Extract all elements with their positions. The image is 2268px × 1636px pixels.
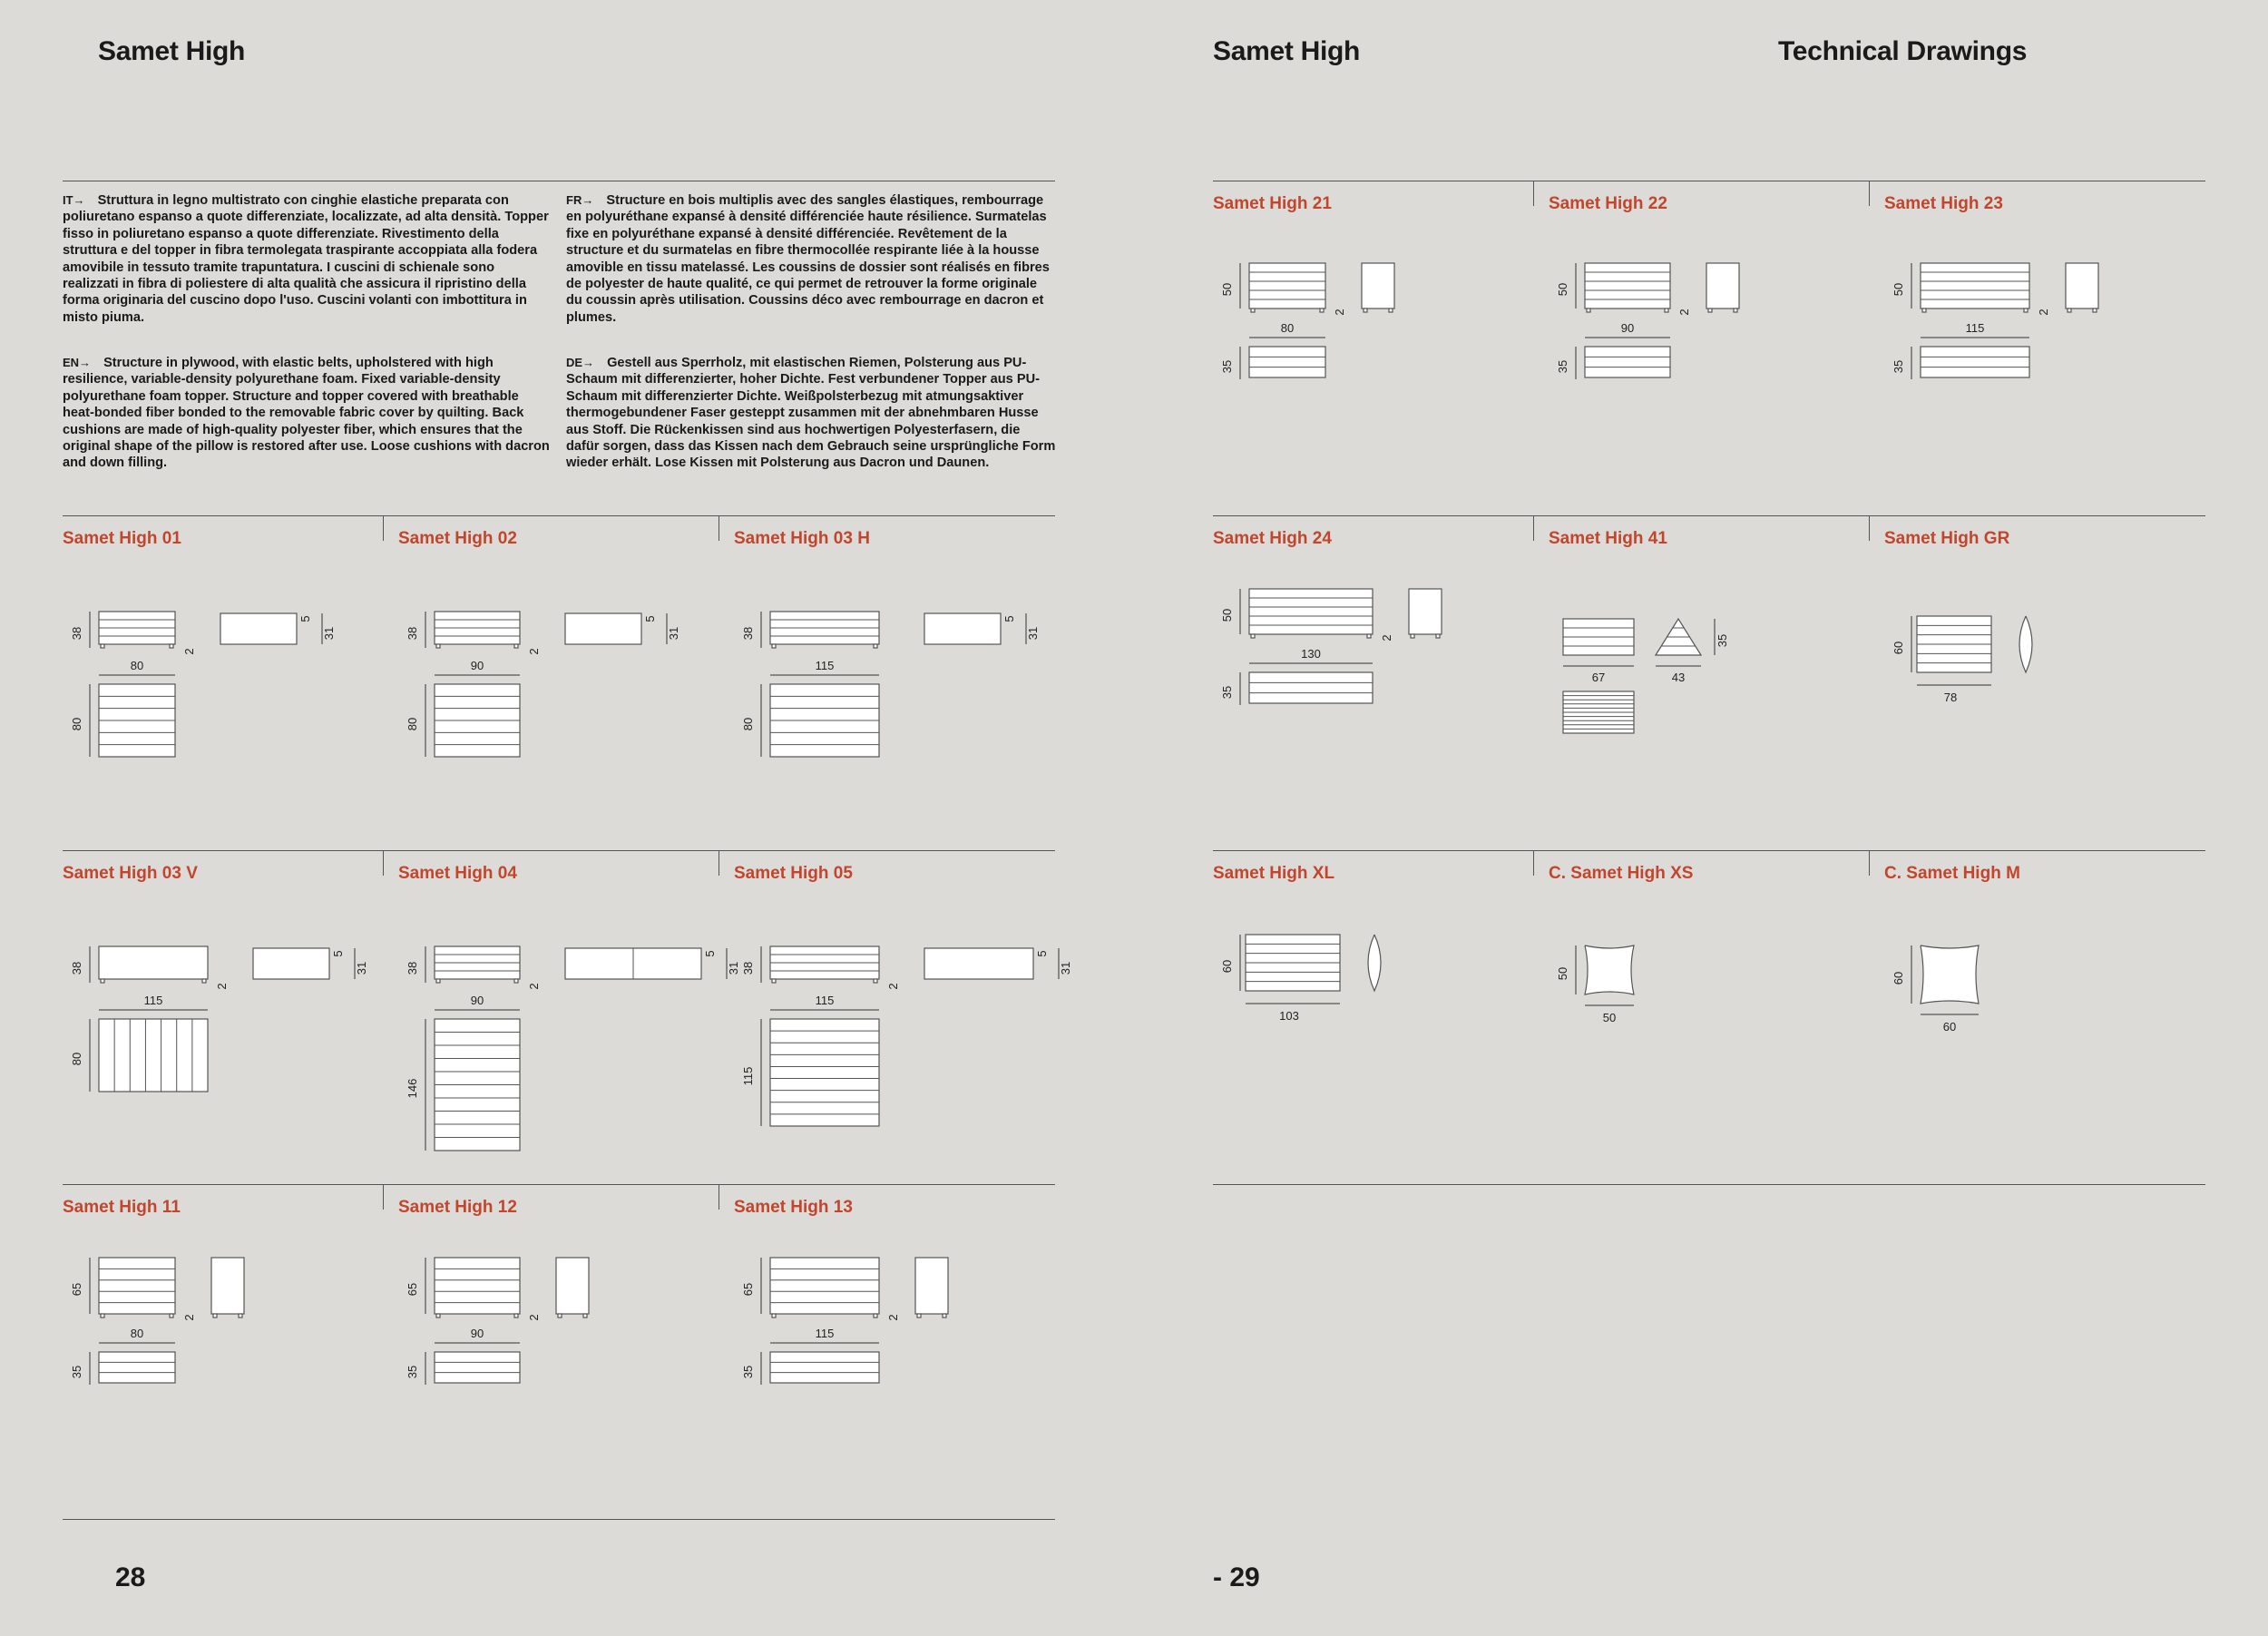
- dimension-label: 5: [1002, 615, 1016, 622]
- side-view: [556, 1258, 589, 1314]
- desc-text-it: Struttura in legno multistrato con cinghie elastiche preparata con poliuretano espanso a quote differenziate, localizzate, ad alta densità. Topper fisso in poliuretano espanso a quote differenziate. Rivestimento della struttura e del topper in fibra termolegata traspirante accoppiata alla fodera amovibile in tessuto tramite trapuntatura. I cuscini di schienale sono realizzati in fibra di poliestere di alta qualità che assicura il ripristino della forma originaria del cuscino dopo l'uso. Cuscini volanti con imbottitura in misto piuma.: [63, 193, 549, 325]
- dimension-label: 65: [406, 1282, 419, 1297]
- module-outline: [99, 1019, 208, 1092]
- product-name: Samet High 03 H: [734, 529, 870, 548]
- side-view: [2066, 263, 2098, 309]
- product-cell: [1213, 851, 1549, 1185]
- dimension-label: 103: [1279, 1009, 1299, 1023]
- dimension-label: 115: [815, 659, 835, 672]
- product-name: Samet High 22: [1549, 194, 1667, 213]
- divider: [1213, 1184, 2205, 1185]
- dimension-label: 35: [1556, 359, 1569, 374]
- right-page-title: Samet High: [1213, 36, 1361, 66]
- product-cell: [1549, 516, 1884, 850]
- product-name: Samet High 11: [63, 1198, 181, 1217]
- product-name: Samet High 24: [1213, 529, 1332, 548]
- foot: [2093, 309, 2097, 312]
- dimension-label: 80: [70, 1052, 83, 1066]
- foot: [2068, 309, 2071, 312]
- product-cell: [398, 516, 734, 850]
- dimension-label: 60: [1942, 1020, 1957, 1034]
- foot: [1251, 309, 1255, 312]
- lang-tag-en: EN→: [63, 356, 92, 369]
- module-outline: [1585, 263, 1670, 309]
- module-outline: [1249, 263, 1325, 309]
- product-drawing: [1549, 516, 1884, 850]
- module-outline: [99, 946, 208, 979]
- dimension-label: 60: [1892, 641, 1905, 655]
- product-cell: [734, 516, 1070, 850]
- foot: [514, 644, 518, 648]
- foot: [436, 1314, 440, 1318]
- back-cushion: [924, 948, 1033, 979]
- foot: [239, 1314, 242, 1318]
- dimension-label: 146: [406, 1078, 419, 1099]
- dimension-label: 2: [1677, 309, 1691, 316]
- product-cell: [1213, 516, 1549, 850]
- foot: [917, 1314, 921, 1318]
- foot: [436, 979, 440, 983]
- dimension-label: 90: [1620, 321, 1635, 335]
- dimension-label: 60: [1892, 971, 1905, 985]
- product-drawing: [1884, 181, 2220, 515]
- cushion-outline: [1921, 945, 1979, 1004]
- foot: [514, 1314, 518, 1318]
- product-cell: [1884, 851, 2220, 1185]
- product-drawing: [398, 851, 740, 1185]
- foot: [202, 979, 206, 983]
- product-cell: [63, 1185, 398, 1519]
- foot: [1734, 309, 1737, 312]
- product-drawing: [398, 1185, 734, 1519]
- dimension-label: 38: [406, 626, 419, 641]
- dimension-label: 38: [741, 626, 755, 641]
- description-de: [566, 355, 1056, 472]
- foot: [170, 1314, 173, 1318]
- dimension-label: 2: [886, 1314, 900, 1321]
- foot: [101, 979, 104, 983]
- foot: [772, 644, 776, 648]
- dimension-label: 90: [470, 994, 484, 1007]
- dimension-label: 50: [1220, 282, 1234, 297]
- dimension-label: 80: [1280, 321, 1295, 335]
- foot: [874, 1314, 877, 1318]
- module-outline: [435, 1352, 520, 1383]
- module-outline: [770, 1019, 879, 1126]
- dimension-label: 35: [70, 1365, 83, 1379]
- module-outline: [435, 1258, 520, 1314]
- dimension-label: 90: [470, 1327, 484, 1340]
- dimension-label: 115: [741, 1066, 755, 1086]
- dimension-label: 115: [143, 994, 163, 1007]
- module-outline: [1921, 347, 2029, 377]
- product-name: Samet High XL: [1213, 864, 1335, 883]
- grid-line: [63, 1519, 1055, 1520]
- dimension-label: 80: [130, 1327, 144, 1340]
- desc-text-en: Structure in plywood, with elastic belts, upholstered with high resilience, variable-density polyurethane foam. Fixed variable-density polyurethane foam topper. Structure and topper covered with breathable heat-bonded fiber bonded to the removable fabric cover by quilting. Back cushions are made of high-quality polyester fiber, which ensures that the original shape of the pillow is restored after use. Loose cushions with dacron and down filling.: [63, 356, 550, 471]
- dimension-label: 80: [406, 717, 419, 731]
- dimension-label: 60: [1220, 959, 1234, 974]
- desc-text-de: Gestell aus Sperrholz, mit elastischen Riemen, Polsterung aus PU-Schaum mit differenzierter, hoher Dichte. Fest verbundener Topper aus PU-Schaum mit differenzierter Dichte. Weißpolsterbezug mit atmungsaktiver thermogebundener Faser gesteppt zusammen mit der abnehmbaren Husse aus Stoff. Die Rückenkissen sind aus hochwertigen Polyesterfasern, die dafür sorgen, dass das Kissen nach dem Gebrauch seine ursprüngliche Form wieder erhält. Lose Kissen mit Polsterung aus Dacron und Daunen.: [566, 356, 1056, 471]
- product-drawing: [1549, 181, 1884, 515]
- dimension-label: 2: [182, 648, 196, 655]
- foot: [1708, 309, 1712, 312]
- dimension-label: 2: [1333, 309, 1346, 316]
- foot: [874, 979, 877, 983]
- dimension-label: 2: [2037, 309, 2050, 316]
- module-outline: [1921, 263, 2029, 309]
- product-name: Samet High 05: [734, 864, 853, 883]
- product-name: Samet High 04: [398, 864, 517, 883]
- foot: [1251, 634, 1255, 638]
- lang-tag-fr: FR→: [566, 193, 594, 207]
- module-outline: [770, 1352, 879, 1383]
- product-drawing: [63, 1185, 398, 1519]
- foot: [2024, 309, 2028, 312]
- dimension-label: 35: [1892, 359, 1905, 374]
- dimension-label: 2: [182, 1314, 196, 1321]
- product-name: Samet High GR: [1884, 529, 2010, 548]
- side-view: [211, 1258, 244, 1314]
- product-cell: [1549, 851, 1884, 1185]
- dimension-label: 5: [331, 950, 345, 957]
- dimension-label: 90: [470, 659, 484, 672]
- product-drawing: [734, 1185, 1070, 1519]
- section-title: Technical Drawings: [1778, 36, 2028, 66]
- module-outline: [770, 1258, 879, 1314]
- product-drawing: [1549, 851, 1884, 1185]
- dimension-label: 67: [1591, 671, 1606, 684]
- product-cell: [63, 851, 398, 1185]
- description-it: [63, 192, 552, 326]
- foot: [101, 644, 104, 648]
- dimension-label: 2: [886, 983, 900, 990]
- dimension-label: 43: [1671, 671, 1686, 684]
- desc-text-fr: Structure en bois multiplis avec des sangles élastiques, rembourrage en polyuréthane expansé à densité différenciée haute résilience. Surmatelas fixe en polyuréthane expansé à densité différenciée. Revêtement de la structure et du surmatelas en fibre thermocollée respirante liée à la housse amovible en tissu matelassé. Les coussins de dossier sont réalisés en fibres de polyester de haute qualité, ce qui permet de retrouver la forme originale du coussin après utilisation. Coussins déco avec rembourrage en dacron et plumes.: [566, 193, 1050, 325]
- dimension-label: 31: [1026, 626, 1040, 641]
- product-name: Samet High 12: [398, 1198, 517, 1217]
- dimension-label: 115: [815, 994, 835, 1007]
- product-drawing: [734, 516, 1070, 850]
- product-cell: [734, 1185, 1070, 1519]
- lang-tag-de: DE→: [566, 356, 595, 369]
- dimension-label: 31: [1059, 961, 1072, 975]
- dimension-label: 31: [322, 626, 336, 641]
- dimension-label: 35: [406, 1365, 419, 1379]
- right-page-number: - 29: [1213, 1563, 1260, 1592]
- lang-tag-it: IT→: [63, 193, 85, 207]
- module-outline: [1249, 589, 1373, 634]
- dimension-label: 35: [1220, 685, 1234, 700]
- dimension-label: 5: [643, 615, 657, 622]
- foot: [213, 1314, 217, 1318]
- product-drawing: [63, 851, 398, 1185]
- dimension-label: 50: [1602, 1011, 1617, 1024]
- back-cushion: [924, 613, 1001, 644]
- dimension-label: 50: [1220, 608, 1234, 622]
- dimension-label: 80: [70, 717, 83, 731]
- dimension-label: 31: [727, 961, 740, 975]
- dimension-label: 130: [1301, 647, 1321, 661]
- product-cell: [63, 516, 398, 850]
- foot: [1367, 634, 1371, 638]
- back-cushion: [220, 613, 297, 644]
- product-drawing: [1884, 851, 2220, 1185]
- product-name: Samet High 01: [63, 529, 181, 548]
- module-outline: [1585, 347, 1670, 377]
- product-cell: [1884, 516, 2220, 850]
- dimension-label: 38: [70, 961, 83, 975]
- left-page-title: Samet High: [98, 36, 246, 66]
- product-name: Samet High 23: [1884, 194, 2003, 213]
- dimension-label: 115: [815, 1327, 835, 1340]
- dimension-label: 31: [355, 961, 368, 975]
- dimension-label: 2: [527, 983, 541, 990]
- dimension-label: 2: [527, 648, 541, 655]
- foot: [1436, 634, 1440, 638]
- pillow-profile: [2019, 616, 2032, 672]
- product-name: Samet High 21: [1213, 194, 1332, 213]
- product-cell: [1884, 181, 2220, 515]
- dimension-label: 65: [70, 1282, 83, 1297]
- foot: [874, 644, 877, 648]
- product-cell: [734, 851, 1070, 1185]
- product-drawing: [734, 851, 1070, 1185]
- dimension-label: 5: [1035, 950, 1049, 957]
- foot: [1665, 309, 1668, 312]
- foot: [1922, 309, 1926, 312]
- back-cushion: [253, 948, 329, 979]
- module-outline: [1249, 347, 1325, 377]
- description-en: [63, 355, 552, 472]
- product-drawing: [1884, 516, 2220, 850]
- dimension-label: 5: [703, 950, 717, 957]
- pillow-profile: [1368, 935, 1381, 991]
- description-fr: [566, 192, 1056, 326]
- dimension-label: 80: [130, 659, 144, 672]
- product-drawing: [1213, 181, 1549, 515]
- dimension-label: 2: [215, 983, 229, 990]
- dimension-label: 35: [1220, 359, 1234, 374]
- product-name: Samet High 02: [398, 529, 517, 548]
- foot: [943, 1314, 946, 1318]
- dimension-label: 5: [298, 615, 312, 622]
- dimension-label: 35: [1716, 633, 1729, 648]
- side-view: [1409, 589, 1442, 634]
- dimension-label: 80: [741, 717, 755, 731]
- dimension-label: 50: [1556, 966, 1569, 981]
- product-cell: [1213, 181, 1549, 515]
- product-drawing: [63, 516, 398, 850]
- cushion-outline: [1585, 945, 1634, 994]
- foot: [772, 1314, 776, 1318]
- back-cushion: [565, 613, 641, 644]
- product-cell: [398, 851, 740, 1185]
- dimension-label: 50: [1556, 282, 1569, 297]
- product-cell: [398, 1185, 734, 1519]
- dimension-label: 38: [406, 961, 419, 975]
- foot: [558, 1314, 562, 1318]
- foot: [101, 1314, 104, 1318]
- product-drawing: [398, 516, 734, 850]
- product-name: C. Samet High M: [1884, 864, 2020, 883]
- product-name: Samet High 13: [734, 1198, 853, 1217]
- product-name: Samet High 03 V: [63, 864, 198, 883]
- foot: [583, 1314, 587, 1318]
- dimension-label: 2: [527, 1314, 541, 1321]
- product-cell: [1549, 181, 1884, 515]
- product-name: Samet High 41: [1549, 529, 1667, 548]
- product-drawing: [1213, 516, 1549, 850]
- dimension-label: 115: [1965, 321, 1985, 335]
- left-page-number: 28: [115, 1563, 146, 1592]
- dimension-label: 65: [741, 1282, 755, 1297]
- foot: [1411, 634, 1414, 638]
- product-drawing: [1213, 851, 1549, 1185]
- dimension-label: 2: [1380, 634, 1393, 642]
- module-outline: [1249, 672, 1373, 703]
- dimension-label: 50: [1892, 282, 1905, 297]
- foot: [1389, 309, 1393, 312]
- foot: [1587, 309, 1590, 312]
- dimension-label: 38: [741, 961, 755, 975]
- product-name: C. Samet High XS: [1549, 864, 1694, 883]
- foot: [772, 979, 776, 983]
- dimension-label: 31: [667, 626, 680, 641]
- side-view: [1706, 263, 1739, 309]
- side-view: [1362, 263, 1394, 309]
- foot: [514, 979, 518, 983]
- foot: [1320, 309, 1324, 312]
- dimension-label: 78: [1943, 691, 1958, 704]
- module-outline: [99, 1258, 175, 1314]
- dimension-label: 38: [70, 626, 83, 641]
- side-view: [915, 1258, 948, 1314]
- foot: [170, 644, 173, 648]
- module-outline: [99, 1352, 175, 1383]
- foot: [1364, 309, 1367, 312]
- dimension-label: 35: [741, 1365, 755, 1379]
- foot: [436, 644, 440, 648]
